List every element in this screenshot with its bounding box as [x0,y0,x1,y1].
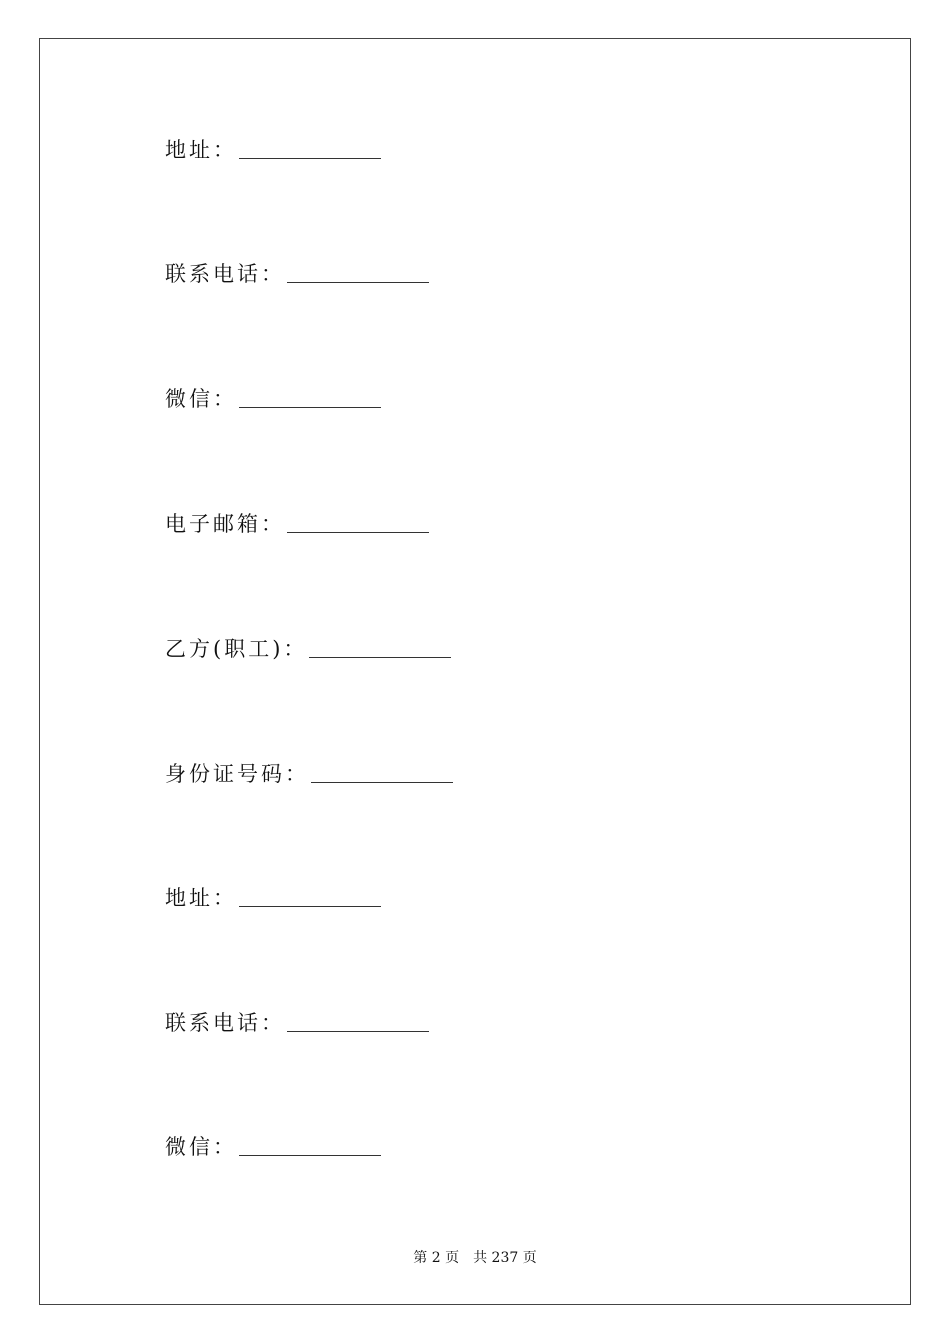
field-label: 微信： [165,387,237,411]
field-label: 身份证号码： [165,762,309,786]
field-phone-b [165,1006,429,1036]
field-id-number [165,757,453,787]
fill-in-blank [239,888,381,907]
page-total: 共 237 页 [473,1250,537,1266]
document-page [39,38,911,1305]
field-label: 乙方(职工)： [165,637,308,661]
field-wechat-b [165,1130,381,1160]
fill-in-blank [311,764,453,783]
fill-in-blank [287,514,429,533]
field-label: 微信： [165,1135,237,1159]
field-address-b [165,881,381,911]
field-party-b [165,632,451,662]
fill-in-blank [309,639,451,658]
page-number: 第 2 页 [413,1250,460,1266]
fill-in-blank [287,264,429,283]
field-label: 联系电话： [165,262,285,286]
field-label: 电子邮箱： [165,512,285,536]
fill-in-blank [239,389,381,408]
field-email-a [165,507,429,537]
field-label: 地址： [165,138,237,162]
field-label: 联系电话： [165,1011,285,1035]
field-phone-a [165,257,429,287]
field-label: 地址： [165,886,237,910]
fill-in-blank [239,140,381,159]
fill-in-blank [239,1137,381,1156]
fill-in-blank [287,1013,429,1032]
field-address-a [165,133,381,163]
field-wechat-a [165,382,381,412]
page-footer [40,1247,910,1267]
